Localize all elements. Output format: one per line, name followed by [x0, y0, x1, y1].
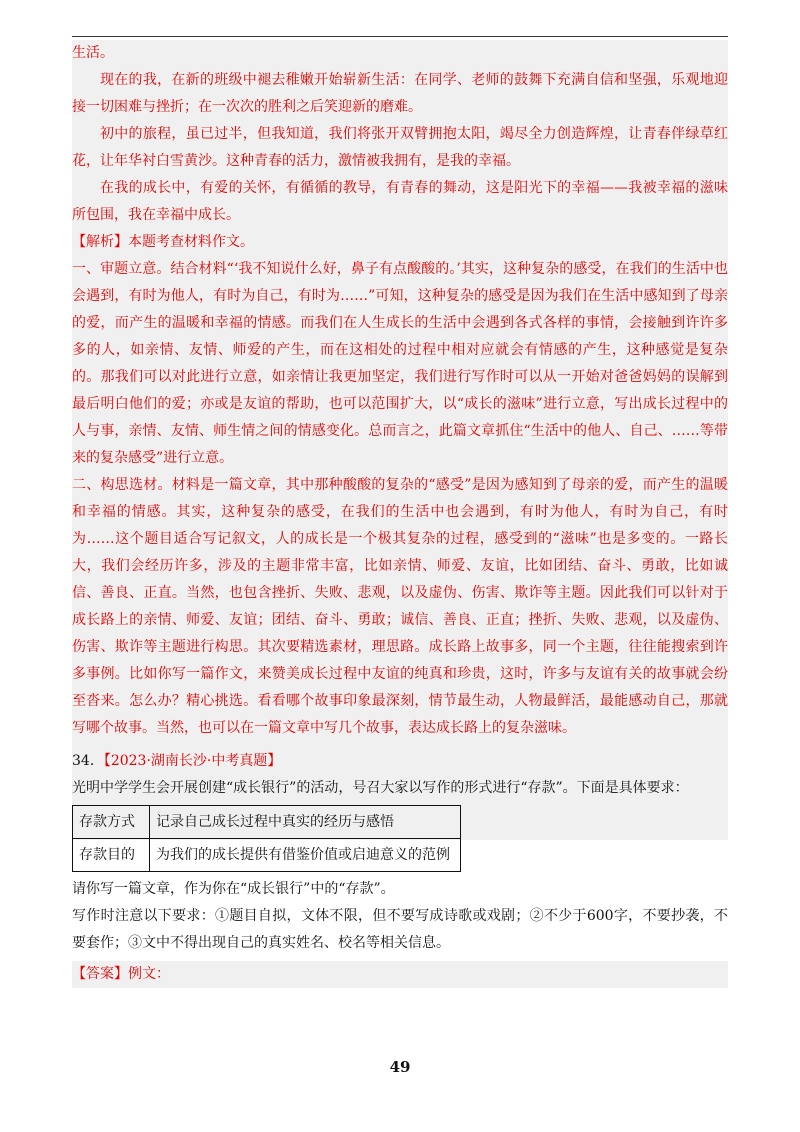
table-cell-key: 存款目的	[73, 839, 150, 872]
essay-line-0: 生活。	[72, 45, 114, 61]
answer-bar	[72, 961, 728, 988]
question-source: 【2023·湖南长沙·中考真题】	[103, 753, 282, 769]
analysis-intro	[72, 229, 728, 256]
answer-label: 【答案】	[72, 966, 128, 982]
essay-paragraph-3: 在我的成长中，有爱的关怀，有循循的教导，有青春的舞动，这是阳光下的幸福——我被幸福的滋味所包围，我在幸福中成长。	[72, 180, 728, 223]
table-cell-key: 存款方式	[73, 806, 150, 839]
top-rule	[72, 36, 728, 37]
page-content	[72, 40, 728, 988]
question-instruction: 请你写一篇文章，作为你在“成长银行”中的“存款”。	[72, 881, 395, 897]
analysis-label: 【解析】	[72, 234, 128, 250]
question-stem: 光明中学学生会开展创建“成长银行”的活动，号召大家以写作的形式进行“存款”。下面是具体要求：	[72, 780, 689, 796]
document-page	[72, 36, 728, 1096]
analysis-intro-text: 本题考查材料作文。	[128, 234, 254, 250]
essay-paragraph-2: 初中的旅程，虽已过半，但我知道，我们将张开双臂拥抱太阳，竭尽全力创造辉煌，让青春伴绿草红花，让年华衬白雪黄沙。这种青春的活力，激情被我拥有，是我的幸福。	[72, 126, 728, 169]
question-number: 34．	[72, 753, 104, 769]
analysis-paragraph-2: 二、构思选材。材料是一篇文章，其中那种酸酸的复杂的“感受”是因为感知到了母亲的爱，而产生的温暖和幸福的情感。其实，这种复杂的感受，在我们的生活中也会遇到，有时为他人，有时为自己，有时为……这个题目适合写记叙文，人的成长是一个极其复杂的过程，感受到的“滋味”也是多变的。一路长大，我们会经历许多，涉及的主题非常丰富，比如亲情、师爱、友谊，比如团结、奋斗、勇敢，比如诚信、善良、正直。当然，也包含挫折、失败、悲观，以及虚伪、伤害、欺诈等主题。因此我们可以针对于成长路上的亲情、师爱、友谊；团结、奋斗、勇敢；诚信、善良、正直；挫折、失败、悲观，以及虚伪、伤害、欺诈等主题进行构思。其次要精选素材，理思路。成长路上故事多，同一个主题，往往能搜索到许多事例。比如你写一篇作文，来赞美成长过程中友谊的纯真和珍贵，这时，许多与友谊有关的故事就会纷至沓来。怎么办？精心挑选。看看哪个故事印象最深刻，情节最生动，人物最鲜活，最能感动自己，那就写哪个故事。当然，也可以在一篇文章中写几个故事，表达成长路上的复杂滋味。	[72, 477, 728, 736]
table-cell-value: 为我们的成长提供有借鉴价值或启迪意义的范例	[150, 839, 461, 872]
table-row	[73, 839, 461, 872]
answer-text: 例文：	[128, 966, 170, 982]
essay-paragraph-1: 现在的我，在新的班级中褪去稚嫩开始崭新生活：在同学、老师的鼓舞下充满自信和坚强，乐观地迎接一切困难与挫折；在一次次的胜利之后笑迎新的磨难。	[72, 72, 728, 115]
table-row	[73, 806, 461, 839]
question-requirements: 写作时注意以下要求：①题目自拟，文体不限，但不要写成诗歌或戏剧；②不少于600字，不要抄袭，不要套作；③文中不得出现自己的真实姓名、校名等相关信息。	[72, 908, 728, 951]
analysis-paragraph-1: 一、审题立意。结合材料“‘我不知说什么好，鼻子有点酸酸的。’其实，这种复杂的感受，在我们的生活中也会遇到，有时为他人，有时为自己，有时为……”可知，这种复杂的感受是因为我们在生活中感知到了母亲的爱，而产生的温暖和幸福的情感。而我们在人生成长的生活中会遇到各式各样的事情，会接触到许许多多的人，如亲情、友情、师爱的产生，而在这相处的过程中相对应就会有情感的产生，这种感觉是复杂的。那我们可以对此进行立意，如亲情让我更加坚定，我们进行写作时可以从一开始对爸爸妈妈的误解到最后明白他们的爱；亦或是友谊的帮助，也可以范围扩大，以“成长的滋味”进行立意，写出成长过程中的人与事，亲情、友情、师生情之间的情感变化。总而言之，此篇文章抓住“生活中的他人、自己、……等带来的复杂感受”进行立意。	[72, 261, 728, 466]
page-number: 49	[389, 1058, 411, 1076]
table-cell-value: 记录自己成长过程中真实的经历与感悟	[150, 806, 461, 839]
question-header	[72, 748, 728, 775]
requirements-table	[72, 805, 461, 872]
